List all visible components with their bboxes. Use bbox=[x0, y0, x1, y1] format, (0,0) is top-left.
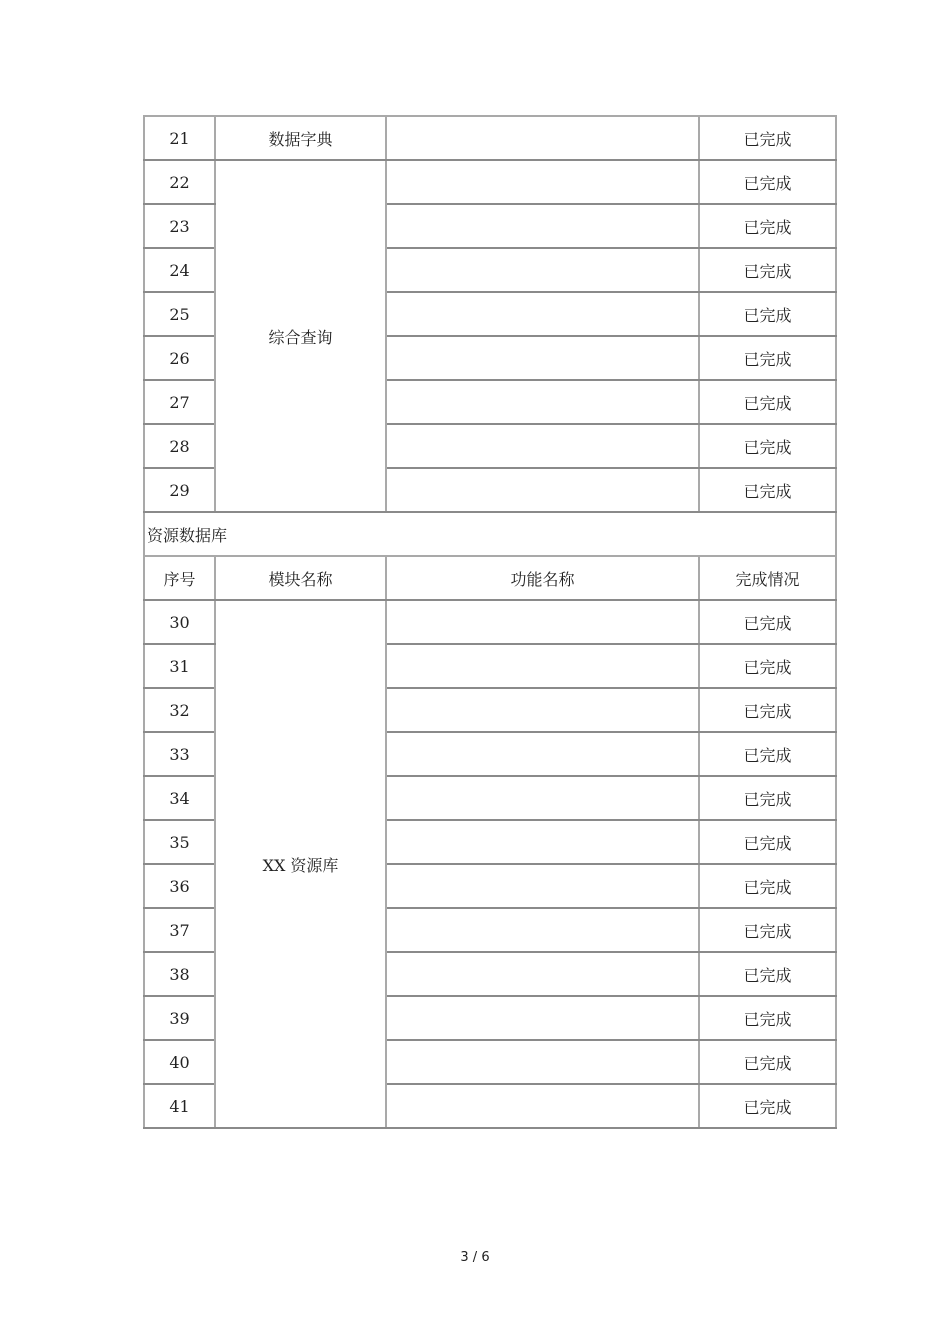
function-name bbox=[386, 732, 699, 776]
row-number: 35 bbox=[144, 820, 215, 864]
row-number: 32 bbox=[144, 688, 215, 732]
row-number: 36 bbox=[144, 864, 215, 908]
function-name bbox=[386, 864, 699, 908]
status-cell: 已完成 bbox=[699, 688, 836, 732]
function-name bbox=[386, 952, 699, 996]
function-name bbox=[386, 336, 699, 380]
row-number: 25 bbox=[144, 292, 215, 336]
row-number: 31 bbox=[144, 644, 215, 688]
status-cell: 已完成 bbox=[699, 1084, 836, 1128]
row-number: 24 bbox=[144, 248, 215, 292]
status-cell: 已完成 bbox=[699, 732, 836, 776]
function-name bbox=[386, 468, 699, 512]
table-row bbox=[144, 600, 836, 644]
header-no: 序号 bbox=[144, 556, 215, 600]
status-cell: 已完成 bbox=[699, 776, 836, 820]
row-number: 21 bbox=[144, 116, 215, 160]
row-number: 41 bbox=[144, 1084, 215, 1128]
page-number: 3 / 6 bbox=[460, 1250, 490, 1265]
row-number: 34 bbox=[144, 776, 215, 820]
status-cell: 已完成 bbox=[699, 996, 836, 1040]
section-title: 资源数据库 bbox=[144, 512, 836, 556]
row-number: 38 bbox=[144, 952, 215, 996]
header-row bbox=[144, 556, 836, 600]
status-cell: 已完成 bbox=[699, 908, 836, 952]
row-number: 39 bbox=[144, 996, 215, 1040]
row-number: 28 bbox=[144, 424, 215, 468]
function-name bbox=[386, 204, 699, 248]
status-cell: 已完成 bbox=[699, 204, 836, 248]
row-number: 33 bbox=[144, 732, 215, 776]
function-name bbox=[386, 380, 699, 424]
table-row bbox=[144, 160, 836, 204]
status-cell: 已完成 bbox=[699, 160, 836, 204]
status-cell: 已完成 bbox=[699, 292, 836, 336]
status-cell: 已完成 bbox=[699, 952, 836, 996]
status-cell: 已完成 bbox=[699, 468, 836, 512]
function-name bbox=[386, 600, 699, 644]
row-number: 22 bbox=[144, 160, 215, 204]
row-number: 40 bbox=[144, 1040, 215, 1084]
section-row bbox=[144, 512, 836, 556]
header-function: 功能名称 bbox=[386, 556, 699, 600]
function-name bbox=[386, 908, 699, 952]
status-cell: 已完成 bbox=[699, 116, 836, 160]
function-name bbox=[386, 996, 699, 1040]
row-number: 26 bbox=[144, 336, 215, 380]
function-name bbox=[386, 424, 699, 468]
function-name bbox=[386, 644, 699, 688]
module-name: 数据字典 bbox=[215, 116, 386, 160]
status-cell: 已完成 bbox=[699, 864, 836, 908]
module-name: XX 资源库 bbox=[215, 600, 386, 1128]
row-number: 29 bbox=[144, 468, 215, 512]
status-cell: 已完成 bbox=[699, 1040, 836, 1084]
function-name bbox=[386, 160, 699, 204]
status-cell: 已完成 bbox=[699, 248, 836, 292]
row-number: 27 bbox=[144, 380, 215, 424]
table-row bbox=[144, 116, 836, 160]
function-name bbox=[386, 776, 699, 820]
function-name bbox=[386, 248, 699, 292]
status-cell: 已完成 bbox=[699, 600, 836, 644]
function-name bbox=[386, 688, 699, 732]
header-module: 模块名称 bbox=[215, 556, 386, 600]
row-number: 23 bbox=[144, 204, 215, 248]
header-status: 完成情况 bbox=[699, 556, 836, 600]
module-status-table bbox=[143, 115, 837, 1129]
status-cell: 已完成 bbox=[699, 380, 836, 424]
status-cell: 已完成 bbox=[699, 644, 836, 688]
status-cell: 已完成 bbox=[699, 820, 836, 864]
row-number: 30 bbox=[144, 600, 215, 644]
row-number: 37 bbox=[144, 908, 215, 952]
function-name bbox=[386, 116, 699, 160]
module-name: 综合查询 bbox=[215, 160, 386, 512]
function-name bbox=[386, 1040, 699, 1084]
function-name bbox=[386, 820, 699, 864]
status-cell: 已完成 bbox=[699, 424, 836, 468]
function-name bbox=[386, 1084, 699, 1128]
status-cell: 已完成 bbox=[699, 336, 836, 380]
function-name bbox=[386, 292, 699, 336]
